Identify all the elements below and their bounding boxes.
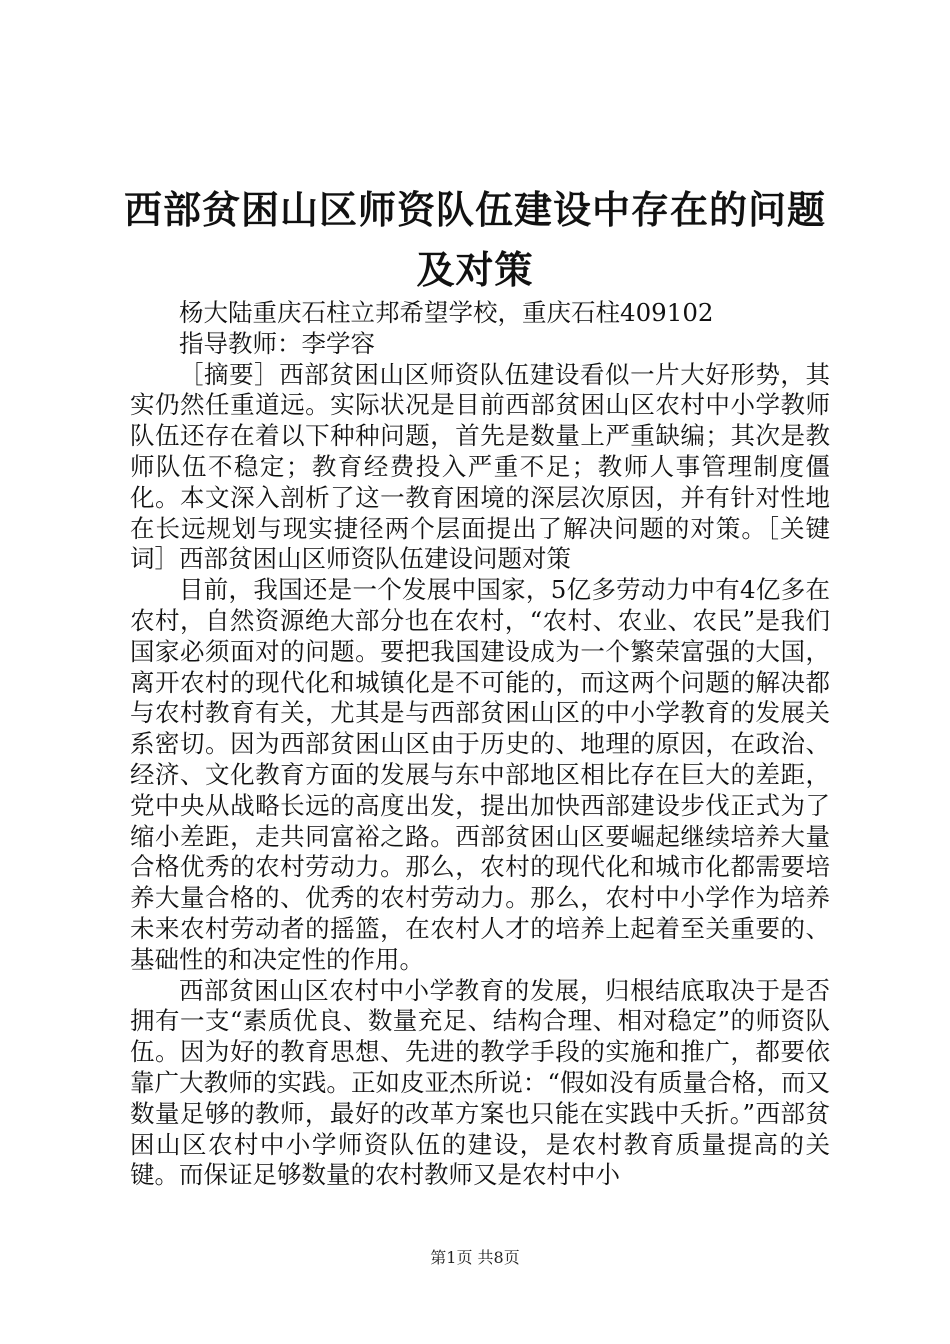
- document-title: 西部贫困山区师资队伍建设中存在的问题及对策: [123, 188, 826, 292]
- body-paragraph: 目前，我国还是一个发展中国家，5亿多劳动力中有4亿多在农村，自然资源绝大部分也在农村，“农村、农业、农民”是我们国家必须面对的问题。要把我国建设成为一个繁荣富强的大国，离开农村的现代化和城镇化是不可能的，而这两个问题的解决都与农村教育有关，尤其是与西部贫困山区的中小学教育的发展关系密切。因为西部贫困山区由于历史的、地理的原因，在政治、经济、文化教育方面的发展与东中部地区相比存在巨大的差距，党中央从战略长远的高度出发，提出加快西部建设步伐正式为了缩小差距，走共同富裕之路。西部贫困山区要崛起继续培养大量合格优秀的农村劳动力。那么，农村的现代化和城市化都需要培养大量合格的、优秀的农村劳动力。那么，农村中小学作为培养未来农村劳动者的摇篮，在农村人才的培养上起着至关重要的、基础性的和决定性的作用。: [130, 575, 830, 974]
- document-body: [130, 298, 830, 1191]
- body-paragraph: 西部贫困山区农村中小学教育的发展，归根结底取决于是否拥有一支“素质优良、数量充足、结构合理、相对稳定”的师资队伍。因为好的教育思想、先进的教学手段的实施和推广，都要依靠广大教师的实践。正如皮亚杰所说：“假如没有质量合格，而又数量足够的教师，最好的改革方案也只能在实践中夭折。”西部贫困山区农村中小学师资队伍的建设，是农村教育质量提高的关键。而保证足够数量的农村教师又是农村中小: [130, 975, 830, 1190]
- author-line: 杨大陆重庆石柱立邦希望学校，重庆石柱409102: [179, 298, 714, 327]
- advisor-line: 指导教师：李学容: [179, 328, 375, 358]
- page-number-footer: 第1页 共8页: [430, 1248, 520, 1267]
- abstract-paragraph: ［摘要］西部贫困山区师资队伍建设看似一片大好形势，其实仍然任重道远。实际状况是目前西部贫困山区农村中小学教师队伍还存在着以下种种问题，首先是数量上严重缺编；其次是教师队伍不稳定；教育经费投入严重不足；教师人事管理制度僵化。本文深入剖析了这一教育困境的深层次原因，并有针对性地在长远规划与现实捷径两个层面提出了解决问题的对策。［关键词］西部贫困山区师资队伍建设问题对策: [130, 359, 830, 574]
